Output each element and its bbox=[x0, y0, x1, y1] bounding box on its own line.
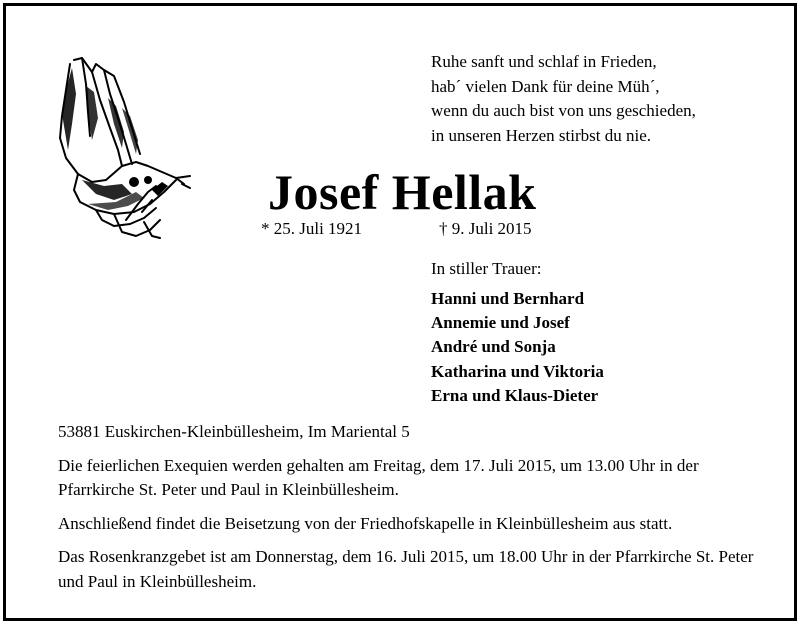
mourners-list bbox=[431, 287, 604, 408]
poem-line: in unseren Herzen stirbst du nie. bbox=[431, 125, 651, 145]
memorial-poem bbox=[431, 50, 696, 148]
address: 53881 Euskirchen-Kleinbüllesheim, Im Mariental 5 bbox=[58, 422, 410, 441]
mourning-intro: In stiller Trauer: bbox=[431, 259, 542, 278]
obituary-notice bbox=[3, 3, 797, 621]
mourner-item: Annemie und Josef bbox=[431, 313, 570, 333]
mourner-item: Hanni und Bernhard bbox=[431, 289, 585, 308]
poem-line: Ruhe sanft und schlaf in Frieden, bbox=[431, 52, 657, 71]
poem-line: wenn du auch bist von uns geschieden, bbox=[431, 101, 696, 120]
deceased-name: Josef Hellak bbox=[268, 164, 537, 220]
mourner-item: Erna und Klaus-Dieter bbox=[431, 385, 599, 405]
exequies-paragraph: Die feierlichen Exequien werden gehalten am Freitag, dem 17. Juli 2015, um 13.00 Uhr in der Pfarrkirche St. Peter und Paul in Kleinbüllesheim. bbox=[58, 455, 699, 499]
mourner-item: Katharina und Viktoria bbox=[431, 361, 604, 381]
poem-line: hab´ vielen Dank für deine Müh´, bbox=[431, 76, 660, 96]
rosary-paragraph: Das Rosenkranzgebet ist am Donnerstag, dem 16. Juli 2015, um 18.00 Uhr in der Pfarrkirche St. Peter und Paul in Kleinbüllesheim. bbox=[58, 547, 754, 591]
burial-paragraph: Anschließend findet die Beisetzung von der Friedhofskapelle in Kleinbüllesheim aus statt. bbox=[58, 513, 673, 533]
praying-hands-icon bbox=[52, 54, 192, 239]
mourner-item: André und Sonja bbox=[431, 337, 556, 357]
death-date: † 9. Juli 2015 bbox=[439, 219, 532, 238]
service-details bbox=[58, 420, 778, 603]
birth-date: * 25. Juli 1921 bbox=[261, 219, 363, 238]
